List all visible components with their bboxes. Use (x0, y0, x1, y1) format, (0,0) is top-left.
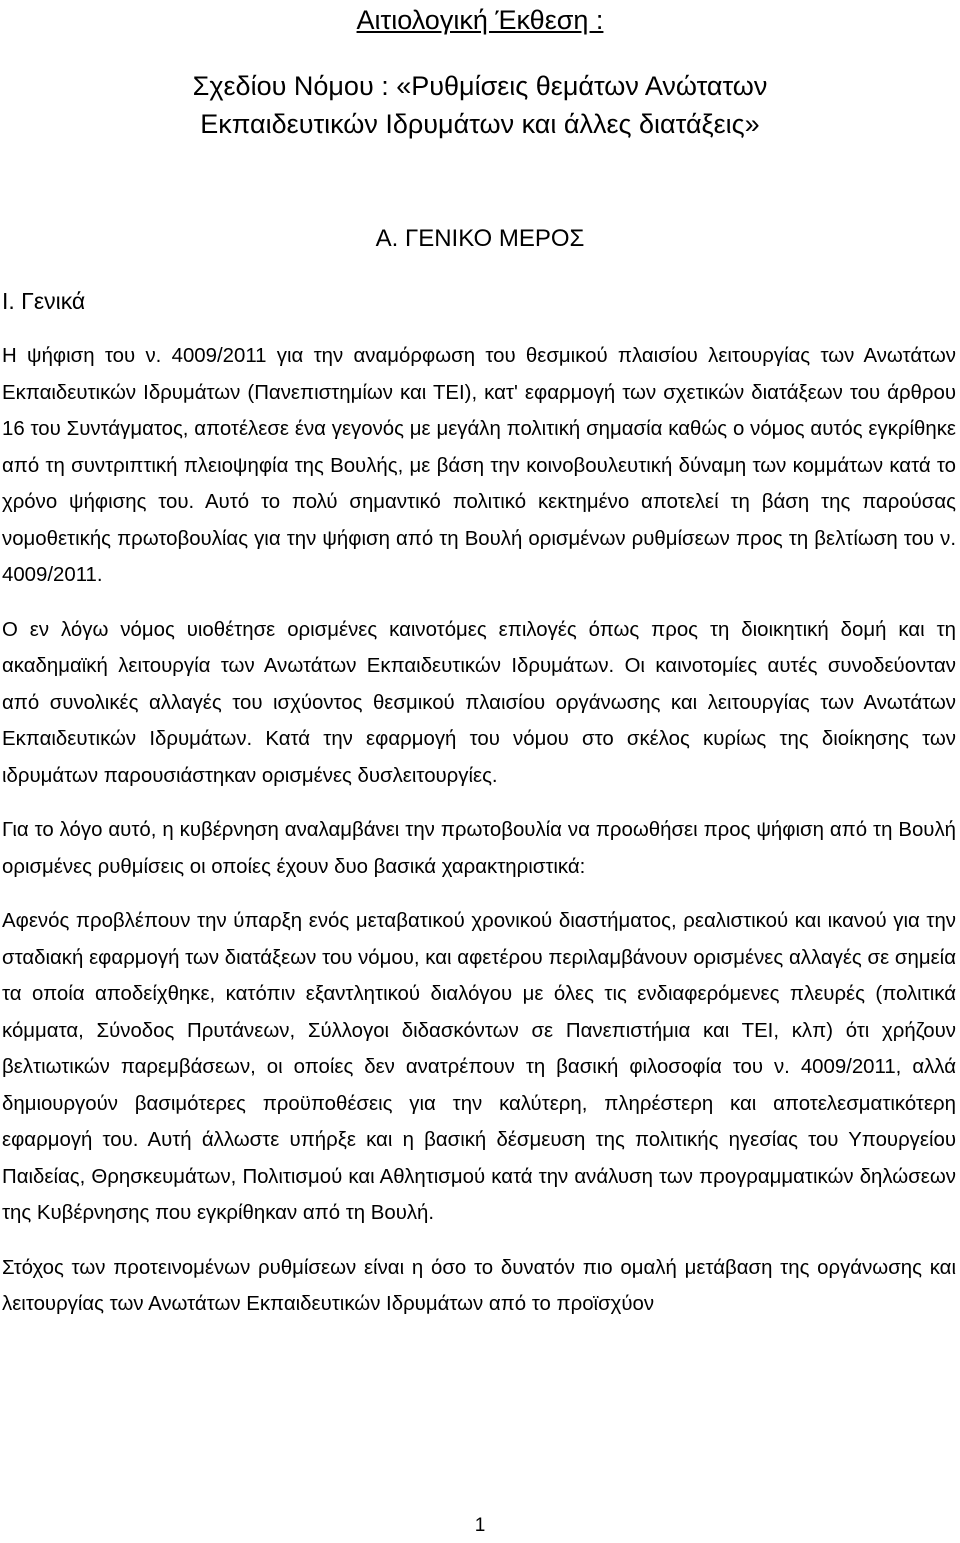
section-heading: Ι. Γενικά (2, 288, 86, 314)
document-title: Αιτιολογική Έκθεση : (356, 5, 604, 35)
paragraph-2: Ο εν λόγω νόμος υιοθέτησε ορισμένες καινοτόμες επιλογές όπως προς τη διοικητική δομή και τη ακαδημαϊκή λειτουργία των Ανωτάτων Εκπαιδευτικών Ιδρυμάτων. Οι καινοτομίες αυτές συνοδεύονταν από συνολικές αλλαγές του ισχύοντος θεσμικού πλαισίου οργάνωσης και λειτουργίας των Ανωτάτων Εκπαιδευτικών Ιδρυμάτων. Κατά την εφαρμογή του νόμου στο σκέλος κυρίως της διοίκησης των ιδρυμάτων παρουσιάστηκαν ορισμένες δυσλειτουργίες. (2, 618, 956, 787)
page-number: 1 (474, 1515, 486, 1536)
paragraph-4: Αφενός προβλέπουν την ύπαρξη ενός μεταβατικού χρονικού διαστήματος, ρεαλιστικού και ικανού για την σταδιακή εφαρμογή των διατάξεων του νόμου, και αφετέρου περιλαμβάνουν ορισμένες αλλαγές σε σημεία τα οποία αποδείχθηκε, κατόπιν εξαντλητικού διαλόγου με όλες τις ενδιαφερόμενες πλευρές (πολιτικά κόμματα, Σύνοδος Πρυτάνεων, Σύλλογοι διδασκόντων σε Πανεπιστήμια και ΤΕΙ, κλπ) ότι χρήζουν βελτιωτικών παρεμβάσεων, οι οποίες δεν ανατρέπουν τη βασική φιλοσοφία του ν. 4009/2011, αλλά δημιουργούν βασιμότερες προϋποθέσεις για την καλύτερη, πληρέστερη και αποτελεσματικότερη εφαρμογή του. Αυτή άλλωστε υπήρξε και η βασική δέσμευση της πολιτικής ηγεσίας του Υπουργείου Παιδείας, Θρησκευμάτων, Πολιτισμού και Αθλητισμού κατά την ανάλυση των προγραμματικών δηλώσεων της Κυβέρνησης που εγκρίθηκαν από τη Βουλή. (2, 910, 956, 1224)
paragraph-5: Στόχος των προτεινομένων ρυθμίσεων είναι η όσο το δυνατόν πιο ομαλή μετάβαση της οργάνωσης και λειτουργίας των Ανωτάτων Εκπαιδευτικών Ιδρυμάτων από το προϊσχύον (2, 1256, 956, 1315)
bill-title (0, 67, 960, 143)
paragraph-3: Για το λόγο αυτό, η κυβέρνηση αναλαμβάνει την πρωτοβουλία να προωθήσει προς ψήφιση από τη Βουλή ορισμένες ρυθμίσεις οι οποίες έχουν δυο βασικά χαρακτηριστικά: (2, 819, 956, 878)
document-body (2, 338, 956, 1341)
paragraph-1: Η ψήφιση του ν. 4009/2011 για την αναμόρφωση του θεσμικού πλαισίου λειτουργίας των Ανωτάτων Εκπαιδευτικών Ιδρυμάτων (Πανεπιστημίων και ΤΕΙ), κατ' εφαρμογή των σχετικών διατάξεων του άρθρου 16 του Συντάγματος, αποτέλεσε ένα γεγονός με μεγάλη πολιτική σημασία καθώς ο νόμος αυτός εγκρίθηκε από τη συντριπτική πλειοψηφία της Βουλής, με βάση την κοινοβουλευτική δύναμη των κομμάτων κατά το χρόνο ψήφισης του. Αυτό το πολύ σημαντικό πολιτικό κεκτημένο αποτελεί τη βάση της παρούσας νομοθετικής πρωτοβουλίας για την ψήφιση από τη Βουλή ορισμένων ρυθμίσεων προς τη βελτίωση του ν. 4009/2011. (2, 345, 956, 586)
bill-title-line-1: Σχεδίου Νόμου : «Ρυθμίσεις θεμάτων Ανώτατων (192, 71, 768, 101)
part-heading: Α. ΓΕΝΙΚΟ ΜΕΡΟΣ (375, 225, 585, 252)
bill-title-line-2: Εκπαιδευτικών Ιδρυμάτων και άλλες διατάξεις» (200, 109, 760, 139)
